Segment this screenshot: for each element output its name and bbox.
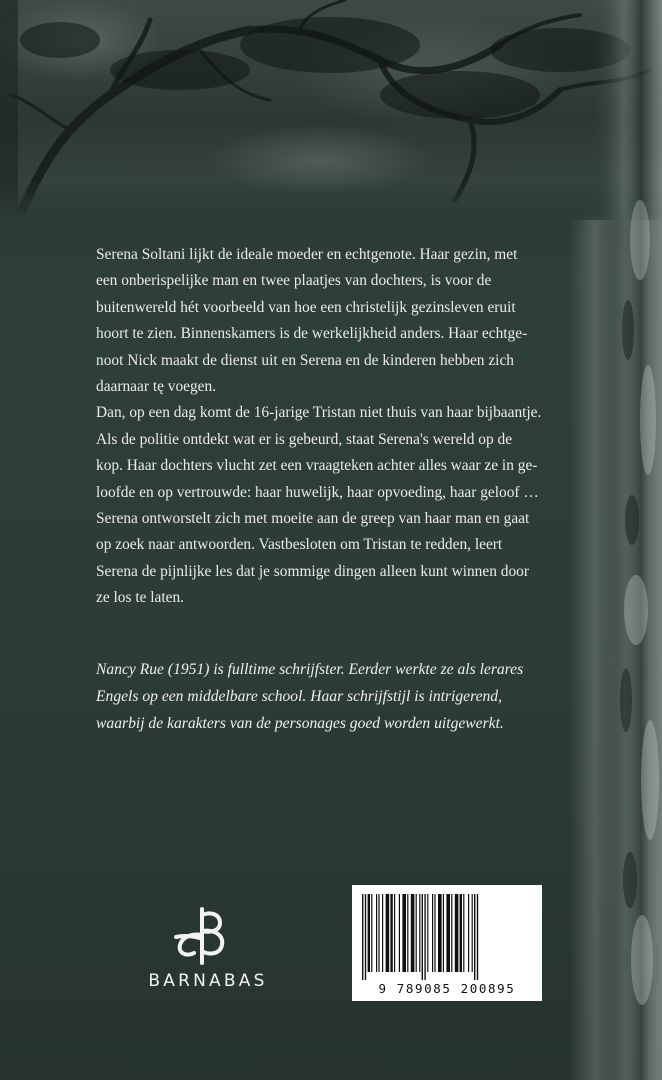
blurb-line: Serena Soltani lijkt de ideale moeder en echtgenote. Haar gezin, met: [96, 246, 518, 263]
barcode-bar: [386, 894, 390, 972]
barcode-bar: [390, 894, 392, 972]
blurb-line: Als de politie ontdekt wat er is gebeurd, staat Serena's wereld op de: [96, 430, 513, 448]
blurb-line: buitenwereld hét voorbeeld van hoe een christelijk gezinsleven eruit: [96, 298, 516, 316]
isbn-barcode: [352, 885, 542, 1001]
barcode-bar: [416, 894, 417, 972]
bio-line: waarbij de karakters van de personages goed worden uitgewerkt.: [96, 715, 504, 732]
barcode-bar: [378, 894, 379, 972]
barcode-bar: [432, 894, 433, 972]
barcode-bar: [474, 894, 475, 980]
blurb-line: een onberispelijke man en twee plaatjes van dochters, is voor de: [96, 272, 492, 290]
bio-line: Engels op een middelbare school. Haar schrijfstijl is intrigerend,: [96, 688, 502, 705]
barcode-bar: [422, 894, 423, 980]
barcode-bar: [472, 894, 473, 972]
blurb-line: ze los te laten.: [96, 589, 185, 607]
photo-fade: [0, 180, 662, 220]
barcode-bar: [365, 894, 366, 980]
barcode-bar: [402, 894, 406, 972]
barcode-bar: [407, 894, 408, 972]
barcode-bar: [451, 894, 452, 972]
blurb-line: op zoek naar antwoorden. Vastbesloten om Tristan te redden, leert: [96, 536, 503, 554]
barcode-bar: [368, 894, 370, 972]
blurb-line: hoort te zien. Binnenskamers is de werkelijkheid anders. Haar echtge-: [96, 325, 528, 343]
barcode-bar: [434, 894, 435, 972]
blurb-line: noot Nick maakt de dienst uit en Serena en de kinderen hebben zich: [96, 351, 514, 369]
publisher-name: BARNABAS: [148, 971, 268, 991]
barcode-bar: [446, 894, 450, 972]
blurb-line: kop. Haar dochters vlucht zet een vraagteken achter alles waar ze in ge-: [96, 457, 538, 475]
blurb-text: [96, 242, 576, 612]
barcode-bar: [424, 894, 425, 980]
barcode-bars: [360, 894, 534, 980]
barcode-bar: [443, 894, 444, 972]
barcode-bar: [463, 894, 464, 972]
blurb-line: loofde en op vertrouwde: haar huwelijk, haar opvoeding, haar geloof …: [96, 483, 539, 501]
barcode-bar: [411, 894, 415, 972]
barcode-bar: [468, 894, 469, 972]
barcode-bar: [399, 894, 400, 972]
bio-line: Nancy Rue (1951) is fulltime schrijfster. Eerder werkte ze als lerares: [96, 661, 524, 678]
barnabas-logo-icon: [170, 905, 234, 967]
barcode-bar: [460, 894, 462, 972]
barcode-bar: [419, 894, 420, 972]
barcode-bar: [394, 894, 395, 972]
barcode-bar: [362, 894, 363, 980]
blurb-line: Serena ontworstelt zich met moeite aan de greep van haar man en gaat: [96, 510, 530, 528]
publisher-block: [118, 905, 298, 1000]
barcode-bar: [438, 894, 442, 972]
blurb-line: Serena de pijnlijke les dat je sommige dingen alleen kunt winnen door: [96, 562, 529, 580]
barcode-digits: 9 789085 200895: [378, 981, 516, 996]
barcode-bar: [371, 894, 372, 972]
barcode-bar: [376, 894, 377, 972]
blurb-line: Dan, op een dag komt de 16-jarige Tristan niet thuis van haar bijbaantje.: [96, 404, 542, 422]
author-bio: [96, 656, 586, 737]
barcode-bar: [455, 894, 459, 972]
barcode-bar: [477, 894, 478, 980]
blurb-line: daarnaar tę voegen.: [96, 378, 217, 396]
barcode-bar: [427, 894, 428, 972]
barcode-bar: [382, 894, 383, 972]
right-edge-texture: [592, 0, 662, 1080]
